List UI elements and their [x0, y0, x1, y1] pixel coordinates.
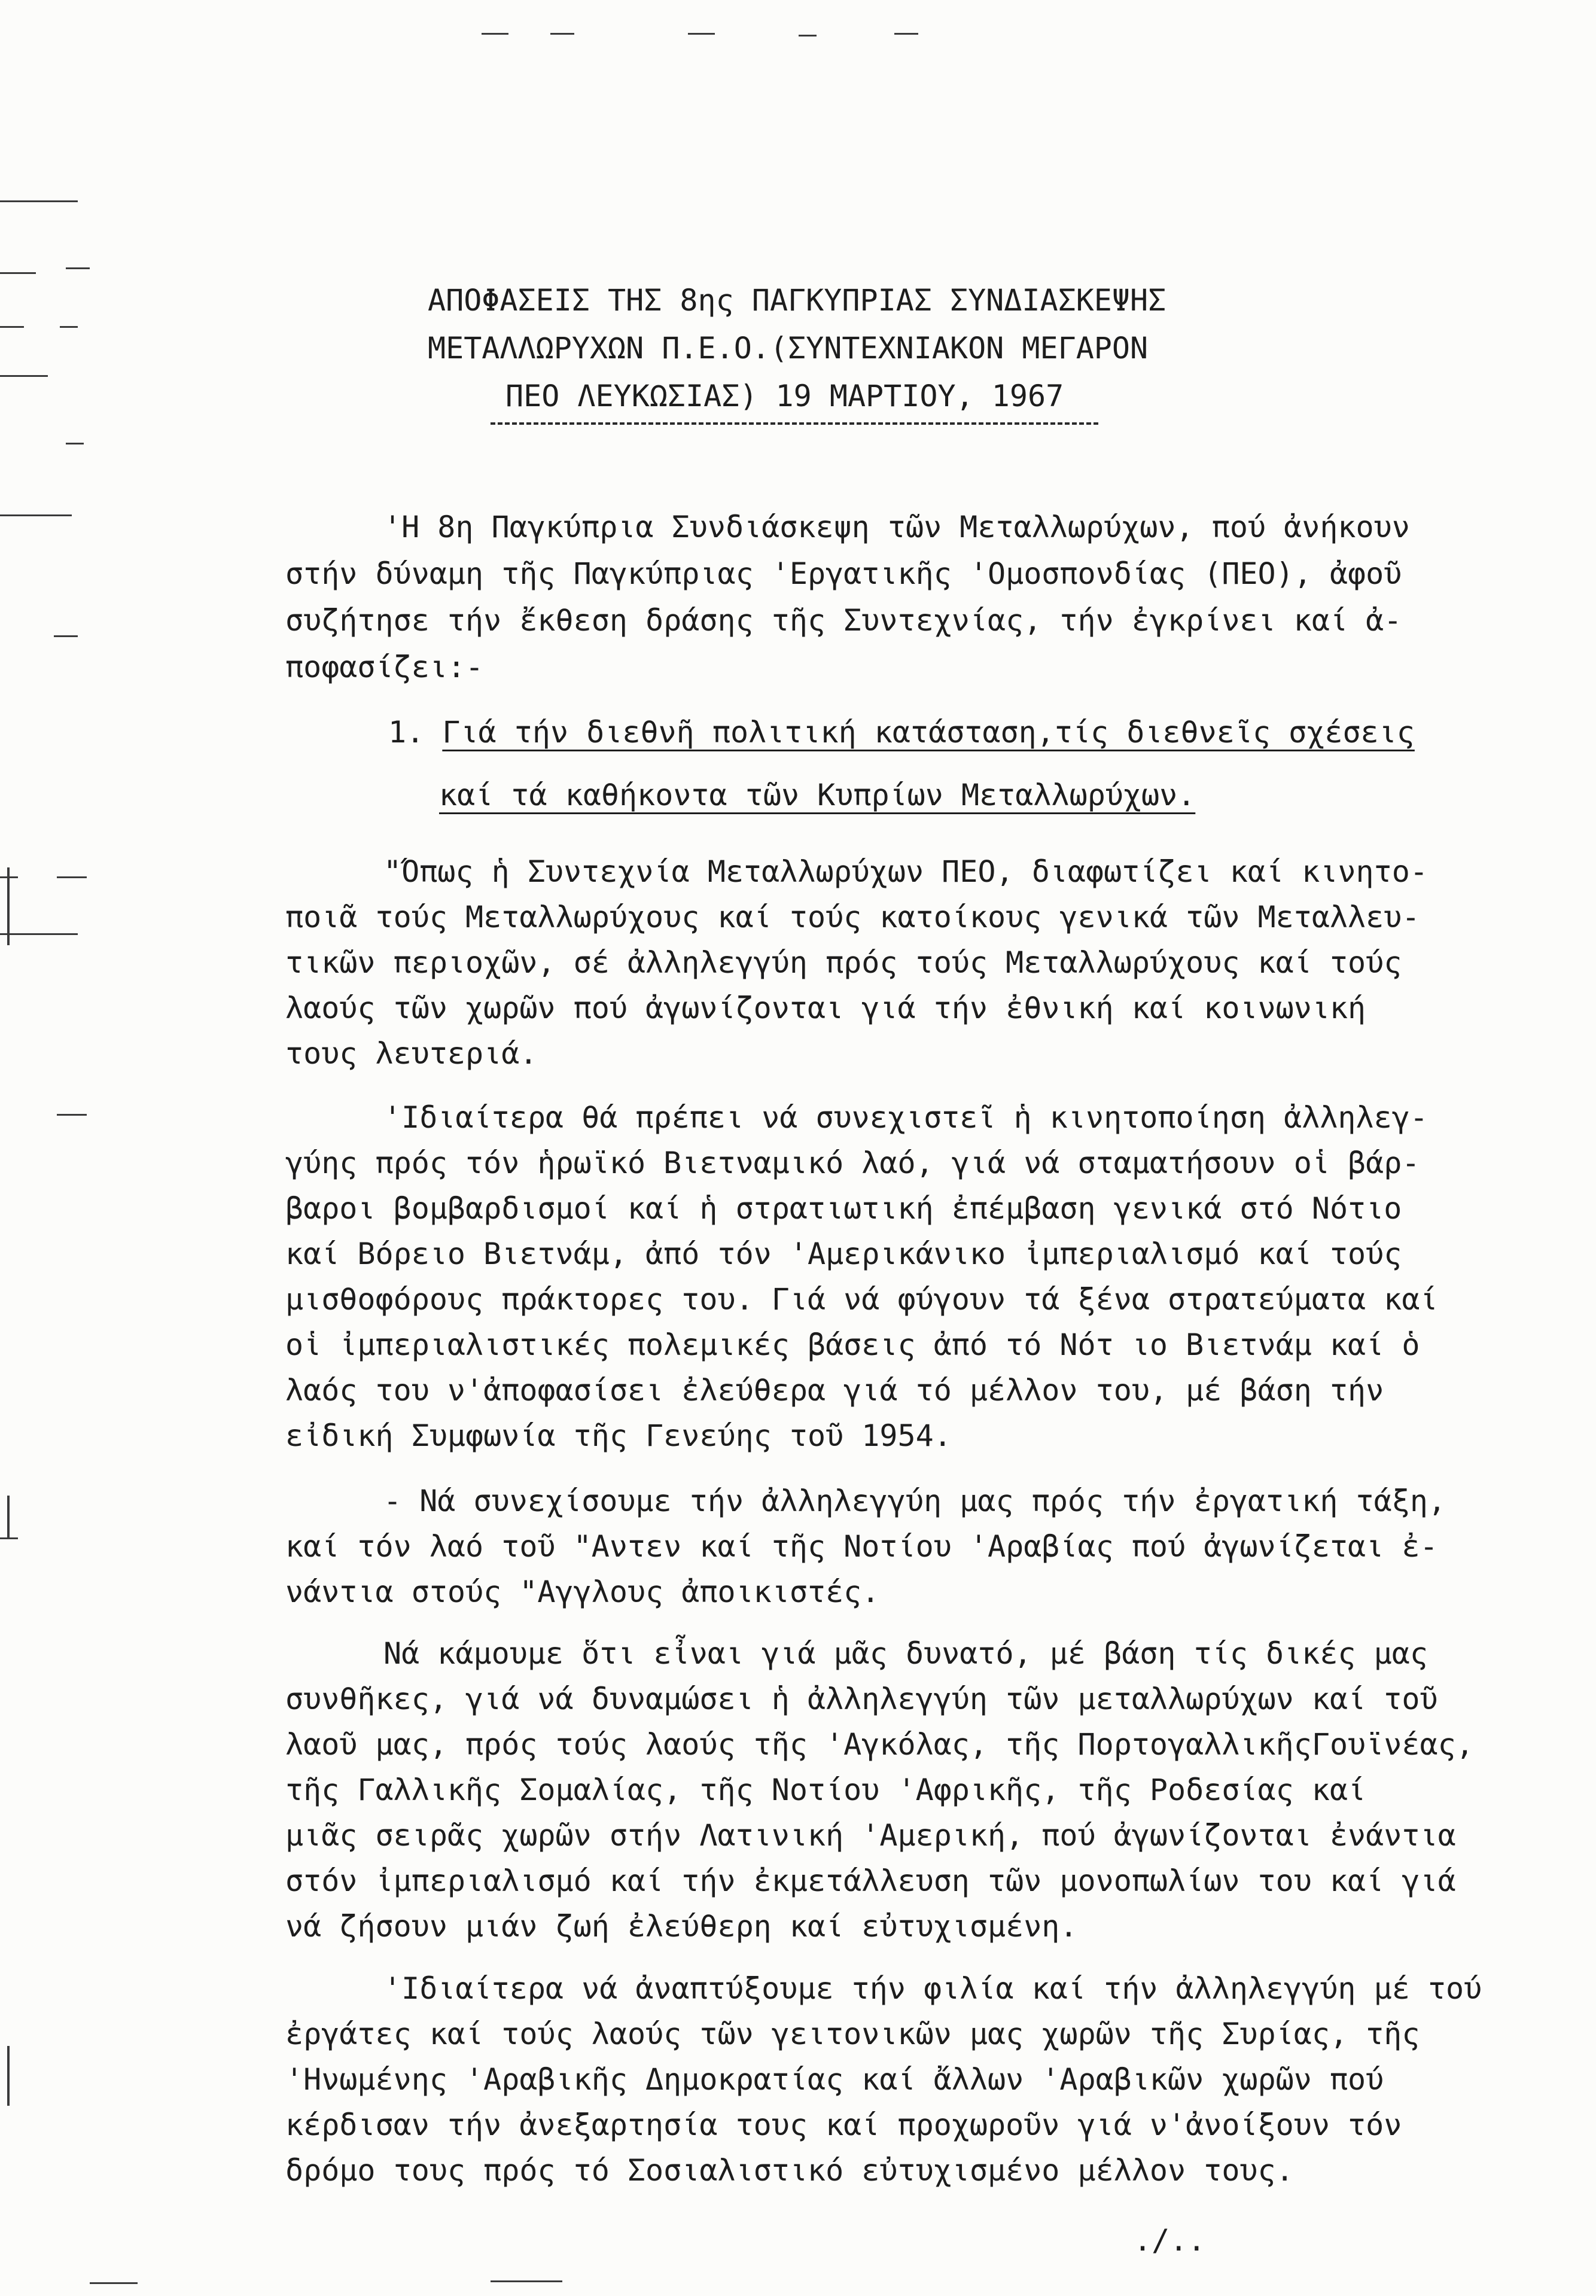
text-line: λαούς τῶν χωρῶν πού ἀγωνίζονται γιά τήν ἐθνική καί κοινωνική	[285, 991, 1366, 1025]
scan-artifact	[0, 514, 72, 516]
text-line: στόν ἰμπεριαλισμό καί τήν ἐκμετάλλευση τῶν μονοπωλίων του καί γιά	[285, 1863, 1456, 1898]
text-line: νάντια στούς "Αγγλους ἀποικιστές.	[285, 1575, 880, 1609]
text-line: συνθῆκες, γιά νά δυναμώσει ἡ ἀλληλεγγύη τῶν μεταλλωρύχων καί τοῦ	[285, 1682, 1438, 1716]
text-line: λαός του ν'ἀποφασίσει ἐλεύθερα γιά τό μέλλον του, μέ βάση τήν	[285, 1373, 1384, 1408]
scan-artifact	[0, 1537, 18, 1539]
text-line: καί Βόρειο Βιετνάμ, ἀπό τόν 'Αμερικάνικο ἰμπεριαλισμό καί τούς	[285, 1237, 1402, 1271]
text-line: - Νά συνεχίσουμε τήν ἀλληλεγγύη μας πρός τήν ἐργατική τάξη,	[383, 1484, 1446, 1518]
paragraph	[285, 1478, 1446, 1615]
section-heading-text: Γιά τήν διεθνῆ πολιτική κατάσταση,τίς διεθνεῖς σχέσεις	[442, 715, 1415, 750]
text-line: οἱ ἰμπεριαλιστικές πολεμικές βάσεις ἀπό τό Νότ ιο Βιετνάμ καί ὁ	[285, 1327, 1420, 1362]
scan-artifact	[7, 1496, 10, 1537]
text-line: Νά κάμουμε ὅτι εἶναι γιά μᾶς δυνατό, μέ βάση τίς δικές μας	[383, 1636, 1428, 1671]
title-line: ΠΕΟ ΛΕΥΚΩΣΙΑΣ) 19 ΜΑΡΤΙΟΥ, 1967	[505, 379, 1064, 413]
section-number: 1.	[388, 715, 425, 750]
scan-artifact	[90, 2282, 138, 2284]
text-line: ποφασίζει:-	[285, 650, 484, 684]
text-line: στήν δύναμη τῆς Παγκύπριας 'Εργατικῆς 'Ομοσπονδίας (ΠΕΟ), ἀφοῦ	[285, 556, 1402, 591]
text-line: μιᾶς σειρᾶς χωρῶν στήν Λατινική 'Αμερική, πού ἀγωνίζονται ἐνάντια	[285, 1818, 1456, 1853]
text-line: τους λευτεριά.	[285, 1036, 538, 1071]
scan-artifact	[550, 33, 574, 35]
text-line: 'Ιδιαίτερα θά πρέπει νά συνεχιστεῖ ἡ κινητοποίηση ἀλληλεγ-	[383, 1100, 1428, 1135]
text-line: κέρδισαν τήν ἀνεξαρτησία τους καί προχωροῦν γιά ν'ἀνοίξουν τόν	[285, 2108, 1402, 2142]
text-line: βαροι βομβαρδισμοί καί ἡ στρατιωτική ἐπέμβαση γενικά στό Νότιο	[285, 1191, 1402, 1226]
intro-paragraph	[285, 504, 1410, 690]
paragraph	[285, 849, 1428, 1076]
scan-artifact	[54, 635, 78, 637]
scan-artifact	[57, 876, 87, 878]
scan-artifact	[66, 443, 84, 444]
text-line: ποιᾶ τούς Μεταλλωρύχους καί τούς κατοίκους γενικά τῶν Μεταλλευ-	[285, 900, 1420, 934]
text-line: δρόμο τους πρός τό Σοσιαλιστικό εὐτυχισμένο μέλλον τους.	[285, 2153, 1294, 2188]
title-line: ΜΕΤΑΛΛΩΡΥΧΩΝ Π.Ε.Ο.(ΣΥΝΤΕΧΝΙΑΚΟΝ ΜΕΓΑΡΟΝ	[428, 331, 1149, 366]
text-line: συζήτησε τήν ἔκθεση δράσης τῆς Συντεχνίας, τήν ἐγκρίνει καί ἀ-	[285, 603, 1402, 638]
text-line: νά ζήσουν μιάν ζωή ἐλεύθερη καί εὐτυχισμένη.	[285, 1909, 1078, 1944]
text-line: τῆς Γαλλικῆς Σομαλίας, τῆς Νοτίου 'Αφρικῆς, τῆς Ροδεσίας καί	[285, 1773, 1366, 1807]
text-line: καί τόν λαό τοῦ "Αντεν καί τῆς Νοτίου 'Αραβίας πού ἀγωνίζεται ἐ-	[285, 1529, 1438, 1564]
text-line: 'Ιδιαίτερα νά ἀναπτύξουμε τήν φιλία καί τήν ἀλληλεγγύη μέ τού	[383, 1971, 1482, 2006]
scan-artifact	[66, 267, 90, 269]
section-heading-continuation	[439, 777, 1195, 813]
title-underline	[491, 422, 1098, 425]
scan-artifact	[482, 33, 508, 35]
paragraph	[285, 1631, 1474, 1949]
paragraph	[285, 1966, 1482, 2193]
scan-artifact	[7, 2046, 10, 2106]
scan-artifact	[491, 2280, 562, 2282]
document-title	[428, 276, 1166, 420]
scan-artifact	[0, 375, 48, 377]
text-line: γύης πρός τόν ἡρωϊκό Βιετναμικό λαό, γιά νά σταματήσουν οἱ βάρ-	[285, 1146, 1420, 1180]
scan-artifact	[0, 933, 78, 935]
text-line: εἰδική Συμφωνία τῆς Γενεύης τοῦ 1954.	[285, 1418, 952, 1453]
paragraph	[285, 1095, 1438, 1458]
section-heading-text: καί τά καθήκοντα τῶν Κυπρίων Μεταλλωρύχων.	[439, 778, 1196, 812]
text-line: τικῶν περιοχῶν, σέ ἀλληλεγγύη πρός τούς Μεταλλωρύχους καί τούς	[285, 945, 1402, 980]
text-line: "Όπως ἡ Συντεχνία Μεταλλωρύχων ΠΕΟ, διαφωτίζει καί κινητο-	[383, 854, 1428, 889]
section-heading	[388, 714, 1415, 750]
scan-artifact	[799, 35, 817, 36]
scan-artifact	[0, 272, 36, 274]
scan-artifact	[60, 326, 78, 328]
continuation-mark: ./..	[1134, 2223, 1206, 2258]
scan-artifact	[688, 33, 715, 35]
text-line: λαοῦ μας, πρός τούς λαούς τῆς 'Αγκόλας, τῆς ΠορτογαλλικῆςΓουϊνέας,	[285, 1727, 1474, 1762]
text-line: μισθοφόρους πράκτορες του. Γιά νά φύγουν τά ξένα στρατεύματα καί	[285, 1282, 1438, 1317]
scan-artifact	[7, 867, 10, 945]
text-line: 'Ηνωμένης 'Αραβικῆς Δημοκρατίας καί ἄλλων 'Αραβικῶν χωρῶν πού	[285, 2062, 1384, 2097]
scan-artifact	[0, 326, 24, 328]
text-line: 'Η 8η Παγκύπρια Συνδιάσκεψη τῶν Μεταλλωρύχων, πού ἀνήκουν	[383, 510, 1410, 544]
scan-artifact	[0, 200, 78, 202]
title-line: ΑΠΟΦΑΣΕΙΣ ΤΗΣ 8ης ΠΑΓΚΥΠΡΙΑΣ ΣΥΝΔΙΑΣΚΕΨΗΣ	[428, 283, 1166, 318]
scan-artifact	[894, 33, 918, 35]
text-line: ἐργάτες καί τούς λαούς τῶν γειτονικῶν μας χωρῶν τῆς Συρίας, τῆς	[285, 2017, 1420, 2051]
scan-artifact	[57, 1114, 87, 1116]
